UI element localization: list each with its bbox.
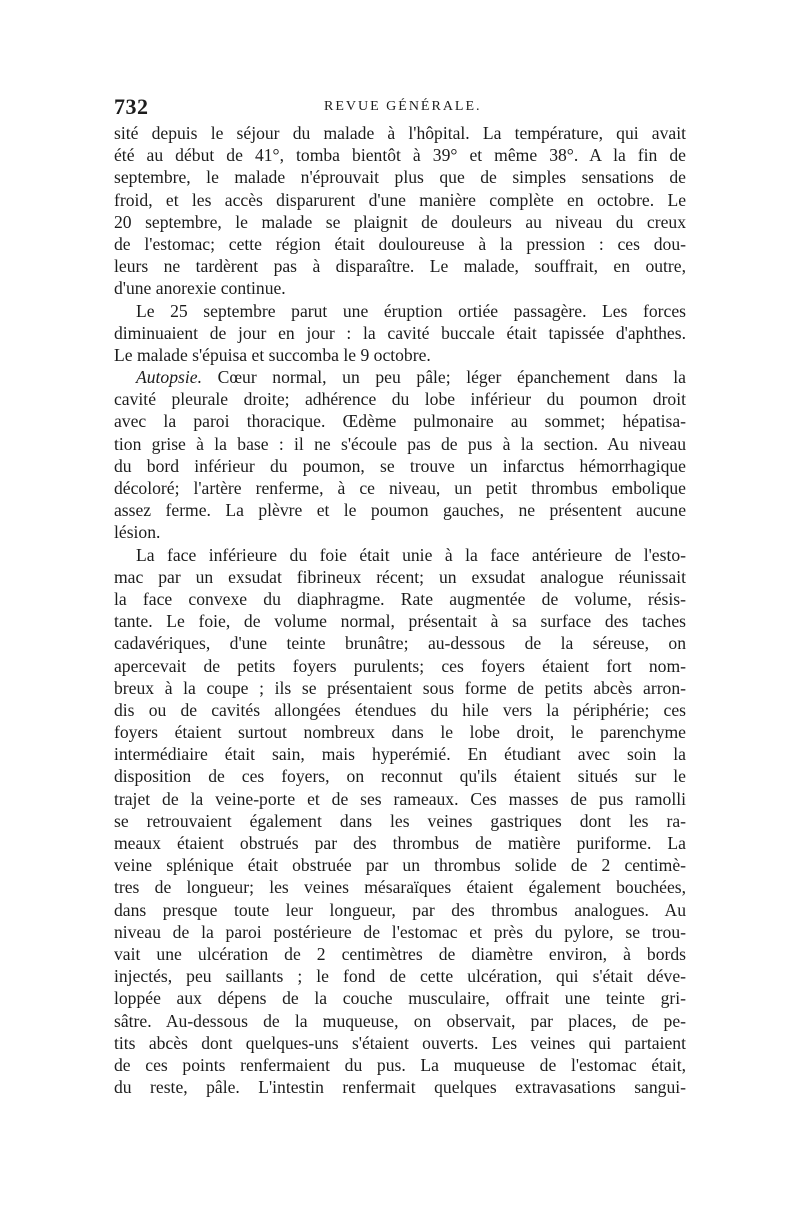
text-line: la face convexe du diaphragme. Rate augmentée de volume, résis- [114,588,686,609]
section-lead: Autopsie. [136,367,202,388]
page-number: 732 [114,94,149,119]
body-text [114,122,686,1098]
text-line: sité depuis le séjour du malade à l'hôpital. La température, qui avait [114,123,686,143]
text-line: tres de longueur; les veines mésaraïques étaient également bouchées, [114,877,686,898]
text-line: cadavériques, d'une teinte brunâtre; au-dessous de la séreuse, on [114,633,686,654]
paragraph [114,122,686,300]
text-line: dis ou de cavités allongées étendues du hile vers la périphérie; ces [114,699,686,720]
text-line: La face inférieure du foie était unie à la face antérieure de l'esto- [136,544,686,565]
text-line: froid, et les accès disparurent d'une manière complète en octobre. Le [114,189,686,210]
text-line: tion grise à la base : il ne s'écoule pas de pus à la section. Au niveau [114,433,686,454]
text-line: été au début de 41°, tomba bientôt à 39° et même 38°. A la fin de [114,145,686,166]
text-line: mac par un exsudat fibrineux récent; un exsudat analogue réunissait [114,566,686,587]
text-line: leurs ne tardèrent pas à disparaître. Le malade, souffrait, en outre, [114,256,686,277]
text-line-rest: Cœur normal, un peu pâle; léger épanchement dans la [217,367,686,388]
paragraph [114,300,686,367]
text-line: dans presque toute leur longueur, par des thrombus analogues. Au [114,899,686,920]
text-line: lésion. [114,522,161,543]
paragraph [114,366,686,544]
text-line: trajet de la veine-porte et de ses rameaux. Ces masses de pus ramolli [114,788,686,809]
text-line: tante. Le foie, de volume normal, présentait à sa surface des taches [114,611,686,632]
text-line [114,366,686,388]
text-line: assez ferme. La plèvre et le poumon gauches, ne présentent aucune [114,500,686,521]
text-line: du bord inférieur du poumon, se trouve un infarctus hémorrhagique [114,455,686,476]
text-line: Le malade s'épuisa et succomba le 9 octobre. [114,344,431,365]
text-line: décoloré; l'artère renferme, à ce niveau, un petit thrombus embolique [114,478,686,498]
paragraph [114,544,686,1099]
text-line: apercevait de petits foyers purulents; ces foyers étaient fort nom- [114,655,686,676]
text-line: meaux étaient obstrués par des thrombus de matière puriforme. La [114,833,686,853]
text-line: loppée aux dépens de la couche musculaire, offrait une teinte gri- [114,988,686,1009]
text-line: breux à la coupe ; ils se présentaient sous forme de petits abcès arron- [114,677,686,698]
text-line: 20 septembre, le malade se plaignit de douleurs au niveau du creux [114,211,686,232]
text-line: foyers étaient surtout nombreux dans le lobe droit, le parenchyme [114,722,686,743]
text-line: de ces points renfermaient du pus. La muqueuse de l'estomac était, [114,1054,686,1075]
text-line: diminuaient de jour en jour : la cavité buccale était tapissée d'aphthes. [114,322,686,343]
text-line: disposition de ces foyers, on reconnut qu'ils étaient situés sur le [114,766,686,787]
text-line: veine splénique était obstruée par un thrombus solide de 2 centimè- [114,855,686,876]
text-line: se retrouvaient également dans les veines gastriques dont les ra- [114,810,686,831]
text-line: sâtre. Au-dessous de la muqueuse, on observait, par places, de pe- [114,1010,686,1031]
text-line: vait une ulcération de 2 centimètres de diamètre environ, à bords [114,943,686,964]
journal-title: REVUE GÉNÉRALE. [324,99,482,114]
text-line: cavité pleurale droite; adhérence du lobe inférieur du poumon droit [114,389,686,410]
text-line: d'une anorexie continue. [114,278,286,299]
text-line: niveau de la paroi postérieure de l'estomac et près du pylore, se trou- [114,921,686,942]
text-line: avec la paroi thoracique. Œdème pulmonaire au sommet; hépatisa- [114,411,686,432]
text-line: tits abcès dont quelques-uns s'étaient ouverts. Les veines qui partaient [114,1032,686,1053]
text-line: de l'estomac; cette région était douloureuse à la pression : ces dou- [114,233,686,254]
text-line: Le 25 septembre parut une éruption ortiée passagère. Les forces [136,300,686,321]
text-line: injectés, peu saillants ; le fond de cette ulcération, qui s'était déve- [114,966,686,987]
running-head [114,94,686,124]
text-line: du reste, pâle. L'intestin renfermait quelques extravasations sangui- [114,1077,686,1098]
text-line: intermédiaire était sain, mais hyperémié. En étudiant avec soin la [114,744,686,765]
text-line: septembre, le malade n'éprouvait plus que de simples sensations de [114,167,686,188]
